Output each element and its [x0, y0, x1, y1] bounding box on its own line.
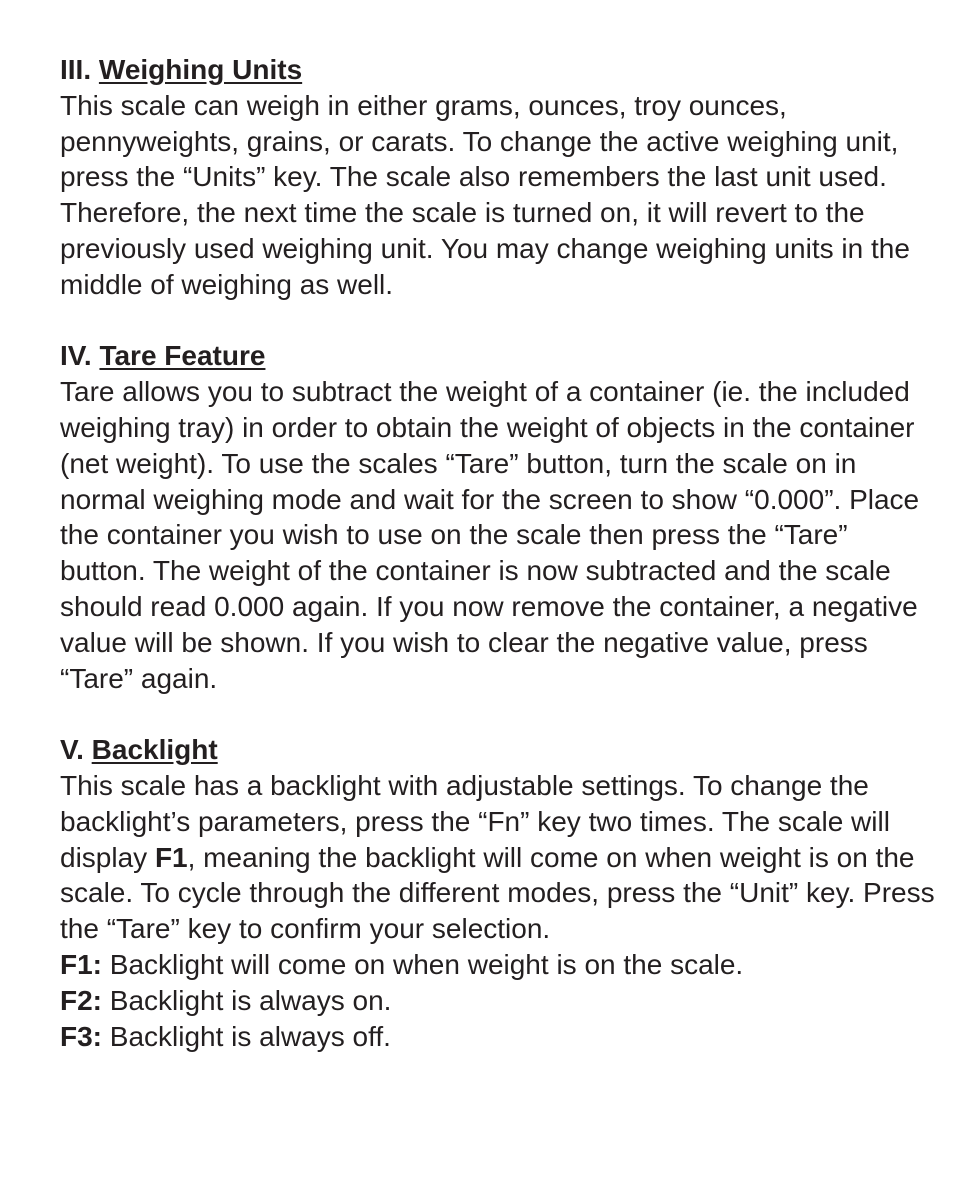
- mode-code: F3:: [60, 1020, 102, 1052]
- section-title: Backlight: [91, 734, 218, 766]
- body-text-before: This scale has a backlight with adjustable settings. To change the backlight’s parameters, press the “Fn” key two times. The scale will display: [60, 769, 890, 873]
- section-body: This scale can weigh in either grams, ounces, troy ounces, pennyweights, grains, or carats. To change the active weighing unit, press the “Units” key. The scale also remembers the last unit used. Therefore, the next time the scale is turned on, it will revert to the previously used weighing unit. You may change weighing units in the middle of weighing as well.: [60, 89, 910, 300]
- section-numeral: V.: [60, 734, 84, 766]
- section-heading: [60, 52, 940, 88]
- mode-text: Backlight is always on.: [102, 984, 392, 1016]
- mode-code: F1:: [60, 948, 102, 980]
- backlight-mode-f2: [60, 983, 940, 1019]
- mode-text: Backlight is always off.: [102, 1020, 391, 1052]
- section-title: Tare Feature: [99, 340, 266, 372]
- section-body: [60, 768, 940, 947]
- backlight-mode-f3: [60, 1019, 940, 1055]
- backlight-mode-f1: [60, 947, 940, 983]
- body-text-after: , meaning the backlight will come on when weight is on the scale. To cycle through the different modes, press the “Unit” key. Press the “Tare” key to confirm your selection.: [60, 841, 935, 945]
- section-tare-feature: [60, 338, 940, 696]
- mode-code: F2:: [60, 984, 102, 1016]
- section-body: Tare allows you to subtract the weight of a container (ie. the included weighing tray) in order to obtain the weight of objects in the container (net weight). To use the scales “Tare” button, turn the scale on in normal weighing mode and wait for the screen to show “0.000”. Place the container you wish to use on the scale then press the “Tare” button. The weight of the container is now subtracted and the scale should read 0.000 again. If you now remove the container, a negative value will be shown. If you wish to clear the negative value, press “Tare” again.: [60, 376, 920, 694]
- manual-page: [60, 52, 940, 1054]
- section-heading: [60, 732, 940, 768]
- section-numeral: IV.: [60, 340, 92, 372]
- body-bold-code: F1: [154, 841, 188, 873]
- section-heading: [60, 338, 940, 374]
- section-weighing-units: [60, 52, 940, 303]
- section-numeral: III.: [60, 54, 92, 85]
- section-backlight: [60, 732, 940, 1054]
- mode-text: Backlight will come on when weight is on the scale.: [102, 948, 744, 980]
- section-title: Weighing Units: [98, 54, 303, 85]
